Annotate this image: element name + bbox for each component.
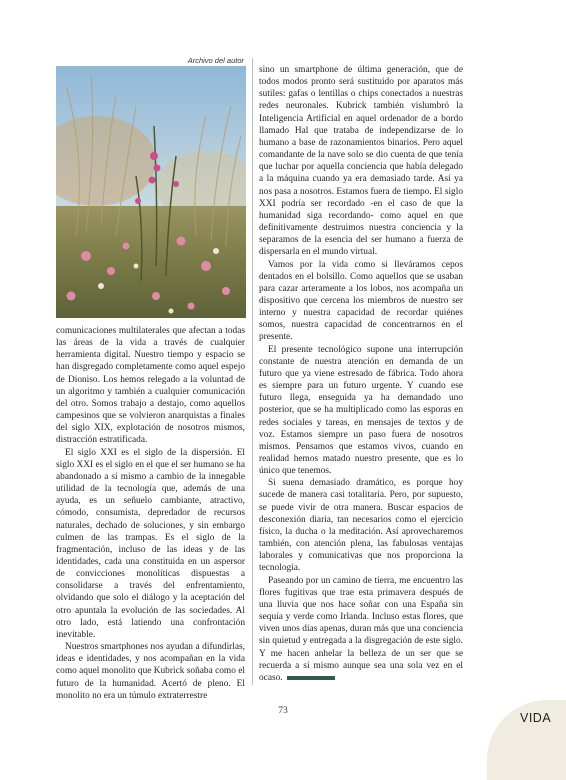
article-column-left bbox=[56, 325, 245, 702]
paragraph-text: Paseando por un camino de tierra, me encuentro las flores fugitivas que trae esta primavera después de una lluvia que nos hace soñar con una España sin sequía y verde como Irlanda. Incluso estas flores, que viven unos días apenas, duran más que una conciencia sin quietud y entregada a la disgregación de este siglo. Y me hacen anhelar la belleza de un ser que se recuerda a sí mismo aunque sea una sola vez en el ocaso. bbox=[259, 575, 463, 683]
paragraph: El siglo XXI es el siglo de la dispersión. El siglo XXI es el siglo en el que el ser humano se ha abandonado a sí mismo a cambio de la innegable utilidad de la tecnología que, además de una ayuda, es un señuelo cambiante, atractivo, cómodo, consumista, depredador de recursos naturales, dechado de soluciones, y sin embargo culmen de las trampas. Es el siglo de la fragmentación, incluso de las ideas y de las identidades, cada una constituida en un aspersor de convicciones monolíticas dispuestas a consolidarse a través del enfrentamiento, olvidando que solo el diálogo y la aceptación del otro apuntala la evolución de las sociedades. Al otro lado, está latiendo una confrontación inevitable. bbox=[56, 447, 245, 640]
paragraph: Vamos por la vida como si lleváramos cepos dentados en el bolsillo. Como aquellos que se usaban para cazar arteramente a los lobos, nos acompaña un dispositivo que cercena los miembros de nuestro ser interno y nuestra capacidad de recordar quiénes somos, nuestra capacidad de concentrarnos en el presente. bbox=[259, 259, 463, 343]
paragraph: Si suena demasiado dramático, es porque hoy sucede de manera casi totalitaria. Pero, por supuesto, se puede vivir de otra manera. Buscar espacios de desconexión diaria, tan necesarios como el ejercicio físico, la ducha o la meditación. Así aprovecharemos también, con atención plena, las fabulosas ventajas laborales y comunicativas que nos proporciona la tecnología. bbox=[259, 478, 463, 574]
wildflowers-image bbox=[56, 66, 246, 318]
article-photo bbox=[56, 66, 246, 318]
paragraph: Nuestros smartphones nos ayudan a difundirlas, ideas e identidades, y nos acompañan en la vida como aquel monolito que Kubrick soñaba como el futuro de la humanidad. Acertó de pleno. El monolito no era un túmulo extraterrestre bbox=[56, 642, 245, 701]
article-column-right bbox=[259, 64, 463, 684]
section-label: VIDA bbox=[520, 711, 552, 725]
paragraph: El presente tecnológico supone una interrupción constante de nuestra atención en demanda de un futuro que ya viene estresado de fábrica. Todo ahora es siempre para un futuro urgente. Y cuando ese futuro llega, enseguida ya ha demandado uno posterior, que se ha multiplicado como las esporas en redes sociales y tareas, en mensajes de textos y de voz. Estamos siempre un paso fuera de nosotros mismos. Pensamos que estamos vivos, cuando en realidad hemos matado nuestro presente, que es lo único que tenemos. bbox=[259, 344, 463, 477]
photo-credit: Archivo del autor bbox=[187, 56, 244, 65]
page-number: 73 bbox=[278, 706, 288, 716]
last-paragraph bbox=[259, 575, 463, 684]
paragraph: sino un smartphone de última generación, que de todos modos pronto será sustituido por aparatos más sutiles: gafas o lentillas o chips conectados a nuestras redes neuronales. Kubrick también vislumbró la Inteligencia Artificial en aquel ordenador de a bordo llamado Hal que trataba de independizarse de lo humano a base de razonamientos binarios. Pero aquel comandante de la nave solo se dio cuenta de que tenía que luchar por aquella conciencia que había delegado a la máquina cuando ya era demasiado tarde. Así ya nos pasa a nosotros. Estamos fuera de tiempo. El siglo XXI podría ser recordado -en el caso de que la humanidad siga recordando- como aquel en que definitivamente destruimos nuestra conciencia y la separamos de la esencia del ser humano a fuerza de dispersarla en el mundo virtual. bbox=[259, 65, 463, 258]
column-divider bbox=[252, 58, 253, 685]
end-of-article-mark bbox=[287, 676, 335, 680]
paragraph: comunicaciones multilaterales que afectan a todas las áreas de la vida a través de cualquier herramienta digital. Nuestro tiempo y espacio se han disgregado completamente como aquel espejo de Dioniso. Los hemos relegado a la voluntad de un algoritmo y también a cualquier comunicación del otro. Somos trabajo a destajo, como aquellos campesinos que se volvieron anarquistas a finales del siglo XIX, explotación de nosotros mismos, distracción estratificada. bbox=[56, 326, 245, 446]
